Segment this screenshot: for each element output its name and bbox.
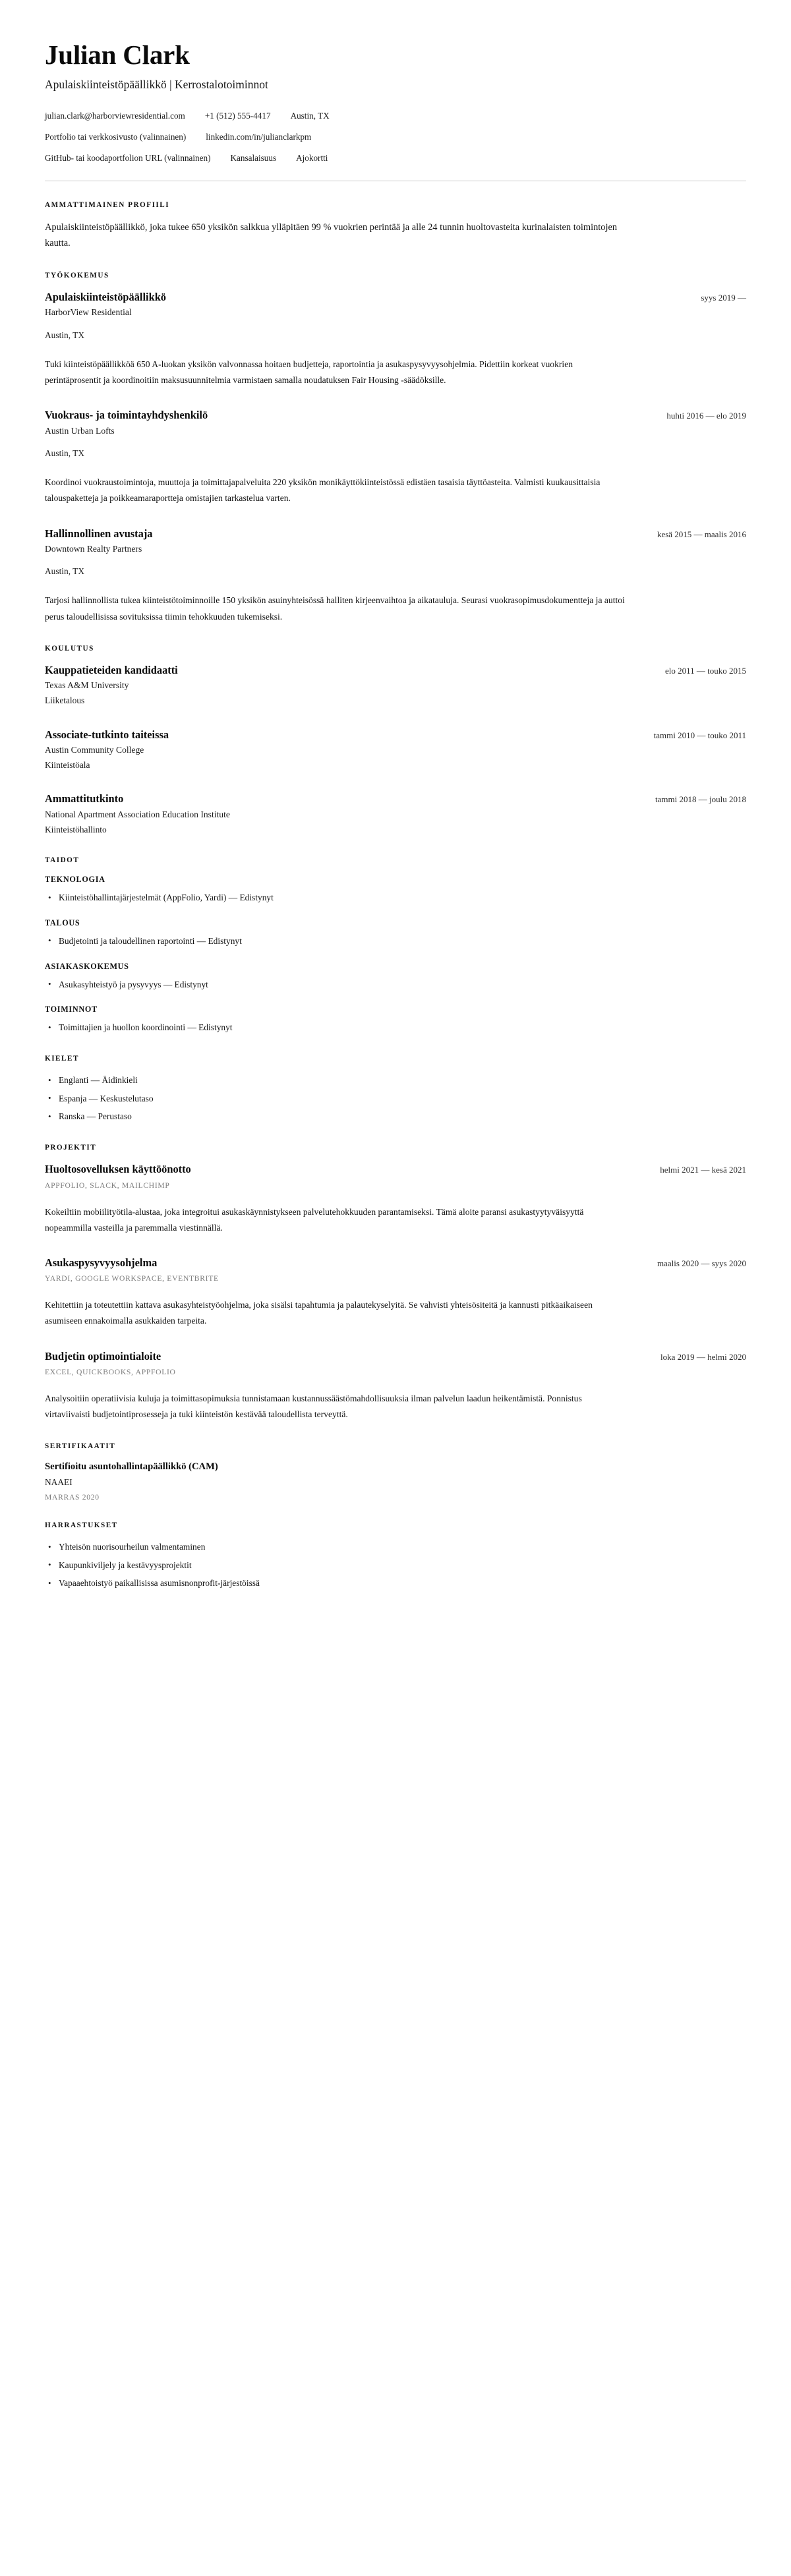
degree-title: Ammattitutkinto <box>45 792 124 805</box>
section-education <box>45 645 746 836</box>
phone-text: +1 (512) 555-4417 <box>204 111 271 121</box>
skill-group-title: TEKNOLOGIA <box>45 875 105 885</box>
driving-license-text: Ajokortti <box>296 153 328 163</box>
list-item: • Asukasyhteistyö ja pysyvyys — Edistynyt <box>45 978 746 992</box>
contact-row <box>45 109 746 122</box>
section-heading-projects: PROJEKTIT <box>45 1144 97 1152</box>
degree-dates: elo 2011 — touko 2015 <box>664 665 746 676</box>
education-entry <box>45 728 746 773</box>
email-text: julian.clark@harborviewresidential.com <box>45 111 185 121</box>
school-name: National Apartment Association Education Institute <box>45 809 230 819</box>
school-name: Texas A&M University <box>45 680 129 691</box>
resume-header <box>45 41 746 181</box>
project-title: Asukaspysyvyysohjelma <box>45 1256 158 1269</box>
section-profile <box>45 201 746 252</box>
citizenship-text: Kansalaisuus <box>230 153 277 163</box>
list-item: • Kiinteistöhallintajärjestelmät (AppFolio, Yardi) — Edistynyt <box>45 891 746 905</box>
list-item: • Ranska — Perustaso <box>45 1109 746 1124</box>
skill-group-title: TOIMINNOT <box>45 1005 98 1014</box>
list-item: • Englanti — Äidinkieli <box>45 1073 746 1088</box>
job-description: Koordinoi vuokraustoimintoja, muuttoja ja toimittajapalveluita 220 yksikön monikäyttökiinteistössä edistäen tasaisia täyttöasteita. Valmisti kuukausittaisia talouspaketteja ja poikkeamaraportteja omistajien tarkastelua varten. <box>45 477 601 504</box>
study-field: Kiinteistöhallinto <box>45 825 107 835</box>
job-location: Austin, TX <box>45 566 85 577</box>
list-item: • Yhteisön nuorisourheilun valmentaminen <box>45 1540 746 1554</box>
certificate-issuer: NAAEI <box>45 1477 73 1487</box>
company-name: Downtown Realty Partners <box>45 543 142 554</box>
skill-list <box>45 891 746 905</box>
github-placeholder-text: GitHub- tai koodaportfolion URL (valinnainen) <box>45 153 211 163</box>
section-skills <box>45 856 746 1035</box>
company-name: Austin Urban Lofts <box>45 425 115 436</box>
study-field: Kiinteistöala <box>45 760 90 771</box>
project-tech-stack: APPFOLIO, SLACK, MAILCHIMP <box>45 1181 170 1190</box>
project-tech-stack: YARDI, GOOGLE WORKSPACE, EVENTBRITE <box>45 1274 219 1283</box>
contact-block <box>45 109 746 164</box>
section-heading-skills: TAIDOT <box>45 856 80 865</box>
project-description: Kokeiltiin mobiilityötila-alustaa, joka integroitui asukaskäynnistykseen palvelutehokkuuden parantamiseksi. Tämä aloite paransi asukastyytyväisyyttä nopeammilla vasteilla ja paremmalla viestinnällä. <box>45 1206 584 1233</box>
section-heading-experience: TYÖKOKEMUS <box>45 272 109 280</box>
degree-dates: tammi 2018 — joulu 2018 <box>655 794 746 805</box>
linkedin-text: linkedin.com/in/julianclarkpm <box>206 132 312 142</box>
education-entry <box>45 663 746 708</box>
skill-group-title: TALOUS <box>45 918 80 927</box>
list-item: • Vapaaehtoistyö paikallisissa asumisnonprofit-järjestöissä <box>45 1576 746 1591</box>
project-dates: loka 2019 — helmi 2020 <box>660 1351 746 1362</box>
skill-group <box>45 1005 746 1035</box>
section-hobbies <box>45 1521 746 1591</box>
company-name: HarborView Residential <box>45 307 132 318</box>
section-heading-profile: AMMATTIMAINEN PROFIILI <box>45 200 170 209</box>
experience-entry <box>45 290 746 388</box>
language-list <box>45 1073 746 1124</box>
skill-group <box>45 918 746 949</box>
project-entry <box>45 1162 746 1236</box>
skill-group-title: ASIAKASKOKEMUS <box>45 961 129 971</box>
job-location: Austin, TX <box>45 330 85 340</box>
project-tech-stack: EXCEL, QUICKBOOKS, APPFOLIO <box>45 1367 176 1376</box>
job-dates: syys 2019 — <box>701 293 746 303</box>
study-field: Liiketalous <box>45 695 85 706</box>
school-name: Austin Community College <box>45 744 144 755</box>
job-location: Austin, TX <box>45 448 85 459</box>
page-title: Julian Clark <box>45 40 190 70</box>
project-title: Budjetin optimointialoite <box>45 1349 161 1362</box>
job-dates: kesä 2015 — maalis 2016 <box>657 529 746 539</box>
project-dates: maalis 2020 — syys 2020 <box>657 1258 746 1268</box>
list-item: • Kaupunkiviljely ja kestävyysprojektit <box>45 1558 746 1573</box>
section-heading-languages: KIELET <box>45 1055 79 1063</box>
degree-dates: tammi 2010 — touko 2011 <box>653 730 746 740</box>
certificate-name: Sertifioitu asuntohallintapäällikkö (CAM) <box>45 1461 218 1473</box>
job-description: Tuki kiinteistöpäällikköä 650 A-luokan yksikön valvonnassa hoitaen budjetteja, raportointia ja asukaspysyvyysohjelmia. Pidettiin korkeat vuokrien perintäprosentit ja koordinoitiin maksusuunnitelmia varmistaen samalla noudatuksen Fair Housing -säädöksille. <box>45 359 573 386</box>
job-title: Hallinnollinen avustaja <box>45 527 153 540</box>
section-heading-education: KOULUTUS <box>45 644 94 653</box>
degree-title: Associate-tutkinto taiteissa <box>45 728 169 741</box>
skill-group <box>45 962 746 992</box>
contact-row <box>45 131 746 143</box>
education-entry <box>45 792 746 836</box>
section-certificates <box>45 1442 746 1502</box>
experience-entry <box>45 527 746 625</box>
job-title: Apulaiskiinteistöpäällikkö <box>45 291 167 304</box>
profile-summary-text: Apulaiskiinteistöpäällikkö, joka tukee 650 yksikön salkkua ylläpitäen 99 % vuokrien perintää ja alle 24 tunnin huoltovasteita kurinalaisten toimintojen kautta. <box>45 221 618 249</box>
professional-headline: Apulaiskiinteistöpäällikkö | Kerrostalotoiminnot <box>45 78 268 92</box>
project-title: Huoltosovelluksen käyttöönotto <box>45 1163 191 1176</box>
job-description: Tarjosi hallinnollista tukea kiinteistötoiminnoille 150 yksikön asuinyhteisössä halliten kirjeenvaihtoa ja aikatauluja. Seurasi vuokrasopimusdokumentteja ja auttoi perus taloudellisissa sovituksissa tiimin tehokkuuden tukemiseksi. <box>45 595 625 622</box>
list-item: • Budjetointi ja taloudellinen raportointi — Edistynyt <box>45 934 746 949</box>
section-experience <box>45 272 746 625</box>
experience-entry <box>45 408 746 506</box>
section-heading-certificates: SERTIFIKAATIT <box>45 1442 116 1451</box>
list-item: • Toimittajien ja huollon koordinointi — Edistynyt <box>45 1020 746 1035</box>
skill-list <box>45 934 746 949</box>
certificate-date: MARRAS 2020 <box>45 1493 100 1502</box>
section-projects <box>45 1144 746 1422</box>
degree-title: Kauppatieteiden kandidaatti <box>45 663 178 676</box>
section-languages <box>45 1055 746 1124</box>
hobby-list <box>45 1540 746 1591</box>
job-dates: huhti 2016 — elo 2019 <box>666 411 746 421</box>
skill-group <box>45 875 746 905</box>
contact-row <box>45 152 746 164</box>
project-entry <box>45 1349 746 1423</box>
project-description: Analysoitiin operatiivisia kuluja ja toimittasopimuksia tunnistamaan kustannussäästömahdollisuuksia ilman palvelun laadun heikentämistä. Ponnistus virtaviivaisti budjetointiprosesseja ja tuki kiinteistön kestävää taloudellista terveyttä. <box>45 1393 582 1420</box>
portfolio-placeholder-text: Portfolio tai verkkosivusto (valinnainen) <box>45 132 187 142</box>
project-description: Kehitettiin ja toteutettiin kattava asukasyhteistyöohjelma, joka sisälsi tapahtumia ja palautekyselyitä. Se vahvisti yhteisösiteitä ja kannusti pitkäaikaiseen asumiseen ennakoimalla asukkaiden tarpeita. <box>45 1300 593 1326</box>
project-entry <box>45 1256 746 1330</box>
project-dates: helmi 2021 — kesä 2021 <box>660 1165 746 1175</box>
section-heading-hobbies: HARRASTUKSET <box>45 1521 118 1530</box>
location-text: Austin, TX <box>290 111 330 121</box>
list-item: • Espanja — Keskustelutaso <box>45 1092 746 1106</box>
skill-list <box>45 978 746 992</box>
job-title: Vuokraus- ja toimintayhdyshenkilö <box>45 409 208 422</box>
certificate-entry <box>45 1461 746 1502</box>
skill-list <box>45 1020 746 1035</box>
